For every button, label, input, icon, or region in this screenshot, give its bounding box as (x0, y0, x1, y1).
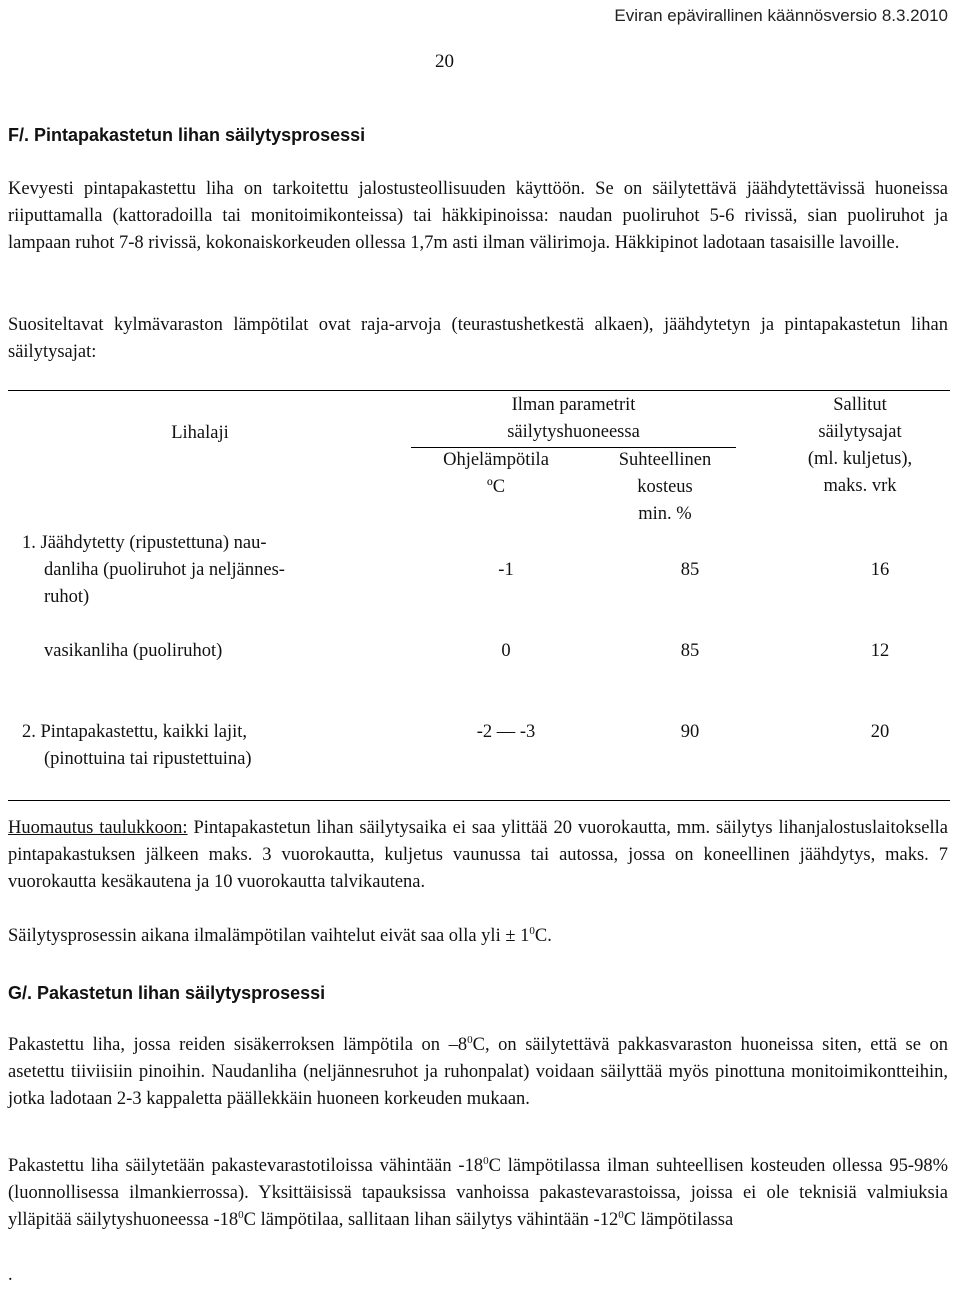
page-number: 20 (435, 51, 454, 72)
g-para2-text-a: Pakastettu liha säilytetään pakastevarastotiloissa vähintään -18 (8, 1156, 484, 1176)
header-humidity-line2: kosteus (637, 477, 693, 497)
row-1-days: 16 (870, 560, 890, 580)
header-temp-line1: Ohjelämpötila (443, 450, 549, 470)
g-para2-text-c: C lämpötilaa, sallitaan lihan säilytys vähintään -12 (243, 1210, 619, 1230)
row-1-humidity: 85 (680, 560, 700, 580)
row-2-days: 12 (870, 641, 890, 661)
header-temp-line2: ºC (486, 477, 506, 497)
row-3-humidity: 90 (680, 722, 700, 742)
section-g-paragraph-1 (8, 1032, 948, 1113)
degree-superscript: 0 (238, 1208, 244, 1221)
header-allowed-line1: Sallitut (833, 395, 887, 415)
table-bottom-rule (8, 800, 950, 801)
note-text: Pintapakastetun lihan säilytysaika ei saa ylittää 20 vuorokautta, mm. säilytys lihanjalostuslaitoksella pintapakastuksen jälkeen maks. 3 vuorokautta, kuljetus vaunussa tai autossa, jossa on koneellinen jäähdytys, maks. 7 vuorokautta kesäkautena ja 10 vuorokautta talvikautena. (8, 818, 949, 892)
degree-superscript: 0 (529, 924, 535, 937)
header-allowed-line4: maks. vrk (823, 476, 897, 496)
section-g-paragraph-2 (8, 1153, 948, 1234)
header-allowed-line3: (ml. kuljetus), (807, 449, 913, 469)
degree-superscript: 0 (618, 1208, 624, 1221)
variation-unit: C. (534, 926, 552, 946)
g-para1-rest: C, on säilytettävä pakkasvaraston huoneissa siten, että se on asetettu tiiviisiin pinoihin. Naudanliha (neljännesruhot ja ruhonpalat) voidaan säilyttää myös pinottuna monitoimikontteihin, jotka ladotaan 2-3 kappaletta päällekkäin huoneen korkeuden mukaan. (8, 1035, 948, 1109)
g-para2-text-d: C lämpötilassa (623, 1210, 734, 1230)
table-note (8, 815, 948, 896)
row-3-days: 20 (870, 722, 890, 742)
row-2-humidity: 85 (680, 641, 700, 661)
g-para2-text-b: C lämpötilassa ilman suhteellisen kosteuden ollessa 95-98% (luonnollisessa ilmankierrossa). Yksittäisissä tapauksissa vanhoissa pakastevarastoissa, joissa ei ole teknisiä valmiuksia ylläpitää säilytyshuoneessa -18 (8, 1156, 948, 1230)
header-meat-type: Lihalaji (171, 423, 229, 443)
table-top-rule (8, 390, 950, 391)
row-2-temp: 0 (501, 641, 511, 661)
section-g-title: G/. Pakastetun lihan säilytysprosessi (8, 983, 326, 1003)
row-1-type-line1: 1. Jäähdytetty (ripustettuna) nau- (22, 533, 267, 553)
g-para1-text: Pakastettu liha, jossa reiden sisäkerroksen lämpötila on –8 (8, 1035, 468, 1055)
row-1-temp: -1 (498, 560, 514, 580)
row-2-type: vasikanliha (puoliruhot) (44, 641, 223, 661)
row-1-type-line2: danliha (puoliruhot ja neljännes- (44, 560, 285, 580)
section-f-title: F/. Pintapakastetun lihan säilytysprosessi (8, 125, 366, 145)
header-humidity-line1: Suhteellinen (618, 450, 712, 470)
temperature-variation-note (8, 923, 948, 950)
variation-text: Säilytysprosessin aikana ilmalämpötilan vaihtelut eivät saa olla yli ± 1 (8, 926, 530, 946)
header-humidity-line3: min. % (638, 504, 692, 524)
row-3-temp: -2 — -3 (476, 722, 536, 742)
version-header: Eviran epävirallinen käännösversio 8.3.2010 (614, 6, 948, 25)
row-3-type-line1: 2. Pintapakastettu, kaikki lajit, (22, 722, 248, 742)
section-f-paragraph-1: Kevyesti pintapakastettu liha on tarkoitettu jalostusteollisuuden käyttöön. Se on säilytettävä jäähdytettävissä huoneissa riiputtamalla (kattoradoilla tai monitoimikonteissa) tai häkkipinoissa: naudan puoliruhot 5-6 rivissä, sian puoliruhot ja lampaan ruhot 7-8 rivissä, kokonaiskorkeuden ollessa 1,7m asti ilman välirimoja. Häkkipinot ladotaan tasaisille lavoille. (8, 179, 948, 253)
header-params-line2: säilytyshuoneessa (507, 422, 640, 442)
note-label: Huomautus taulukkoon: (8, 818, 188, 838)
degree-superscript: 0 (467, 1033, 473, 1046)
header-allowed-line2: säilytysajat (818, 422, 902, 442)
row-1-type-line3: ruhot) (44, 587, 90, 607)
section-f-paragraph-2: Suositeltavat kylmävaraston lämpötilat ovat raja-arvoja (teurastushetkestä alkaen), jäähdytetyn ja pintapakastetun lihan säilytysajat: (8, 315, 948, 362)
header-params-line1: Ilman parametrit (511, 395, 636, 415)
trailing-dot: . (8, 1265, 13, 1285)
degree-superscript: 0 (483, 1154, 489, 1167)
row-3-type-line2: (pinottuina tai ripustettuina) (44, 749, 252, 769)
